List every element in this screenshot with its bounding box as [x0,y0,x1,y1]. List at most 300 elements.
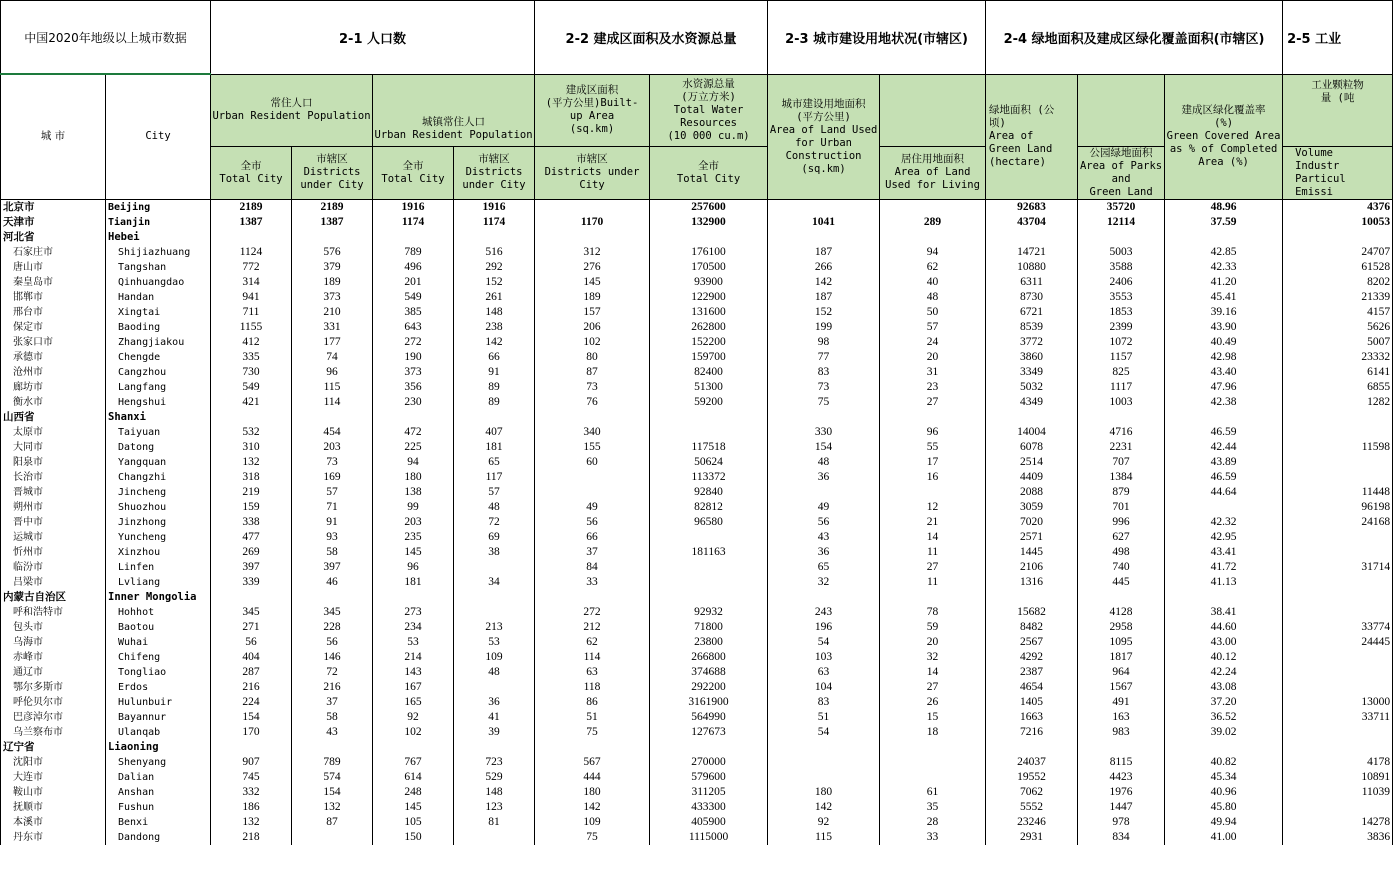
value-cell[interactable]: 155 [535,440,650,455]
city-en-cell[interactable]: Langfang [106,380,211,395]
value-cell[interactable]: 43704 [986,215,1078,230]
value-cell[interactable]: 26 [880,695,986,710]
value-cell[interactable]: 150 [373,830,454,845]
urban-total-city-header[interactable]: 全市 Total City [373,146,454,199]
city-en-cell[interactable]: Yuncheng [106,530,211,545]
value-cell[interactable]: 1041 [768,215,880,230]
value-cell[interactable]: 1157 [1078,350,1165,365]
value-cell[interactable]: 142 [535,800,650,815]
value-cell[interactable]: 96 [880,425,986,440]
value-cell[interactable]: 2189 [211,199,292,215]
value-cell[interactable] [454,740,535,755]
city-cn-cell[interactable]: 张家口市 [1,335,106,350]
value-cell[interactable]: 146 [292,650,373,665]
value-cell[interactable]: 44.60 [1165,620,1283,635]
value-cell[interactable]: 1170 [535,215,650,230]
value-cell[interactable]: 83 [768,365,880,380]
value-cell[interactable]: 40.49 [1165,335,1283,350]
value-cell[interactable] [1283,800,1393,815]
value-cell[interactable] [880,485,986,500]
value-cell[interactable] [986,590,1078,605]
value-cell[interactable]: 189 [292,275,373,290]
value-cell[interactable]: 16 [880,470,986,485]
value-cell[interactable]: 62 [880,260,986,275]
value-cell[interactable]: 23246 [986,815,1078,830]
value-cell[interactable]: 148 [454,785,535,800]
value-cell[interactable]: 89 [454,380,535,395]
value-cell[interactable]: 405900 [650,815,768,830]
city-cn-cell[interactable]: 抚顺市 [1,800,106,815]
value-cell[interactable]: 177 [292,335,373,350]
value-cell[interactable] [880,199,986,215]
city-en-cell[interactable]: Xingtai [106,305,211,320]
value-cell[interactable]: 789 [292,755,373,770]
value-cell[interactable] [1283,545,1393,560]
section-2-5-header[interactable]: 2-5 工业 [1283,1,1393,75]
value-cell[interactable]: 176100 [650,245,768,260]
value-cell[interactable]: 142 [768,275,880,290]
value-cell[interactable]: 145 [373,800,454,815]
city-cn-cell[interactable]: 阳泉市 [1,455,106,470]
value-cell[interactable]: 72 [454,515,535,530]
value-cell[interactable]: 12114 [1078,215,1165,230]
value-cell[interactable]: 262800 [650,320,768,335]
value-cell[interactable] [1283,740,1393,755]
value-cell[interactable]: 825 [1078,365,1165,380]
value-cell[interactable]: 2088 [986,485,1078,500]
value-cell[interactable]: 6855 [1283,380,1393,395]
city-cn-cell[interactable]: 丹东市 [1,830,106,845]
value-cell[interactable]: 69 [454,530,535,545]
value-cell[interactable]: 35 [880,800,986,815]
value-cell[interactable]: 549 [373,290,454,305]
value-cell[interactable]: 82400 [650,365,768,380]
value-cell[interactable]: 45.41 [1165,290,1283,305]
value-cell[interactable]: 33711 [1283,710,1393,725]
value-cell[interactable] [292,410,373,425]
value-cell[interactable]: 72 [292,665,373,680]
resident-total-city-header[interactable]: 全市 Total City [211,146,292,199]
value-cell[interactable]: 234 [373,620,454,635]
value-cell[interactable]: 1817 [1078,650,1165,665]
value-cell[interactable]: 43.90 [1165,320,1283,335]
value-cell[interactable]: 33 [880,830,986,845]
value-cell[interactable]: 879 [1078,485,1165,500]
value-cell[interactable]: 2106 [986,560,1078,575]
value-cell[interactable]: 71800 [650,620,768,635]
value-cell[interactable]: 5003 [1078,245,1165,260]
city-en-cell[interactable]: Xinzhou [106,545,211,560]
water-resources-header[interactable]: 水资源总量 (万立方米) Total Water Resources (10 000 cu.m) [650,74,768,146]
value-cell[interactable]: 187 [768,245,880,260]
city-en-cell[interactable]: Shanxi [106,410,211,425]
value-cell[interactable] [535,199,650,215]
city-en-cell[interactable]: Dandong [106,830,211,845]
value-cell[interactable]: 11448 [1283,485,1393,500]
value-cell[interactable]: 292200 [650,680,768,695]
value-cell[interactable]: 37.59 [1165,215,1283,230]
value-cell[interactable]: 789 [373,245,454,260]
value-cell[interactable]: 42.32 [1165,515,1283,530]
value-cell[interactable]: 41.20 [1165,275,1283,290]
value-cell[interactable]: 18 [880,725,986,740]
value-cell[interactable]: 57 [454,485,535,500]
value-cell[interactable]: 41.00 [1165,830,1283,845]
value-cell[interactable] [1283,680,1393,695]
value-cell[interactable]: 330 [768,425,880,440]
value-cell[interactable]: 65 [454,455,535,470]
value-cell[interactable]: 4409 [986,470,1078,485]
value-cell[interactable]: 496 [373,260,454,275]
value-cell[interactable]: 122900 [650,290,768,305]
value-cell[interactable] [880,410,986,425]
value-cell[interactable]: 92 [373,710,454,725]
value-cell[interactable] [1078,740,1165,755]
value-cell[interactable]: 117518 [650,440,768,455]
value-cell[interactable]: 3553 [1078,290,1165,305]
value-cell[interactable]: 152 [768,305,880,320]
value-cell[interactable]: 35720 [1078,199,1165,215]
value-cell[interactable]: 54 [768,725,880,740]
value-cell[interactable]: 61 [880,785,986,800]
value-cell[interactable]: 433300 [650,800,768,815]
value-cell[interactable]: 187 [768,290,880,305]
value-cell[interactable]: 190 [373,350,454,365]
value-cell[interactable] [454,830,535,845]
value-cell[interactable]: 62 [535,635,650,650]
value-cell[interactable]: 84 [535,560,650,575]
value-cell[interactable] [211,230,292,245]
value-cell[interactable]: 983 [1078,725,1165,740]
value-cell[interactable]: 8482 [986,620,1078,635]
value-cell[interactable]: 145 [373,545,454,560]
value-cell[interactable]: 170 [211,725,292,740]
city-en-cell[interactable]: Jinzhong [106,515,211,530]
value-cell[interactable] [768,199,880,215]
value-cell[interactable]: 4178 [1283,755,1393,770]
value-cell[interactable]: 73 [535,380,650,395]
value-cell[interactable]: 2514 [986,455,1078,470]
city-cn-cell[interactable]: 呼和浩特市 [1,605,106,620]
value-cell[interactable]: 701 [1078,500,1165,515]
value-cell[interactable] [1283,725,1393,740]
value-cell[interactable]: 34 [454,575,535,590]
value-cell[interactable]: 109 [454,650,535,665]
value-cell[interactable]: 2231 [1078,440,1165,455]
value-cell[interactable]: 42.85 [1165,245,1283,260]
city-cn-cell[interactable]: 晋中市 [1,515,106,530]
value-cell[interactable]: 941 [211,290,292,305]
city-cn-cell[interactable]: 衡水市 [1,395,106,410]
value-cell[interactable]: 564990 [650,710,768,725]
city-en-cell[interactable]: Jincheng [106,485,211,500]
value-cell[interactable] [650,530,768,545]
value-cell[interactable] [880,740,986,755]
value-cell[interactable] [650,590,768,605]
value-cell[interactable]: 31714 [1283,560,1393,575]
value-cell[interactable]: 131600 [650,305,768,320]
value-cell[interactable] [211,740,292,755]
city-en-cell[interactable]: Qinhuangdao [106,275,211,290]
value-cell[interactable]: 331 [292,320,373,335]
value-cell[interactable]: 257600 [650,199,768,215]
value-cell[interactable]: 261 [454,290,535,305]
value-cell[interactable]: 42.95 [1165,530,1283,545]
city-en-cell[interactable]: Beijing [106,199,211,215]
value-cell[interactable]: 216 [292,680,373,695]
value-cell[interactable]: 57 [292,485,373,500]
value-cell[interactable] [211,410,292,425]
value-cell[interactable] [768,755,880,770]
value-cell[interactable]: 24707 [1283,245,1393,260]
value-cell[interactable]: 33 [535,575,650,590]
value-cell[interactable]: 46.59 [1165,425,1283,440]
value-cell[interactable]: 180 [768,785,880,800]
value-cell[interactable]: 42.44 [1165,440,1283,455]
value-cell[interactable]: 132 [211,815,292,830]
value-cell[interactable]: 2189 [292,199,373,215]
value-cell[interactable]: 132900 [650,215,768,230]
city-en-cell[interactable]: Wuhai [106,635,211,650]
built-up-districts-header[interactable]: 市辖区 Districts under City [535,146,650,199]
value-cell[interactable]: 48.96 [1165,199,1283,215]
value-cell[interactable]: 115 [768,830,880,845]
value-cell[interactable]: 2387 [986,665,1078,680]
value-cell[interactable] [986,410,1078,425]
value-cell[interactable] [1078,230,1165,245]
value-cell[interactable]: 335 [211,350,292,365]
value-cell[interactable]: 767 [373,755,454,770]
value-cell[interactable]: 145 [535,275,650,290]
value-cell[interactable]: 730 [211,365,292,380]
value-cell[interactable] [650,230,768,245]
value-cell[interactable] [768,410,880,425]
value-cell[interactable] [1078,590,1165,605]
value-cell[interactable]: 266800 [650,650,768,665]
value-cell[interactable]: 1663 [986,710,1078,725]
value-cell[interactable]: 1445 [986,545,1078,560]
value-cell[interactable]: 14 [880,665,986,680]
value-cell[interactable]: 412 [211,335,292,350]
city-cn-cell[interactable]: 通辽市 [1,665,106,680]
value-cell[interactable]: 83 [768,695,880,710]
value-cell[interactable]: 169 [292,470,373,485]
value-cell[interactable]: 1155 [211,320,292,335]
city-en-cell[interactable]: Baoding [106,320,211,335]
value-cell[interactable]: 4716 [1078,425,1165,440]
value-cell[interactable] [1283,575,1393,590]
city-en-cell[interactable]: Shuozhou [106,500,211,515]
value-cell[interactable]: 3059 [986,500,1078,515]
value-cell[interactable]: 39.16 [1165,305,1283,320]
value-cell[interactable]: 339 [211,575,292,590]
value-cell[interactable]: 740 [1078,560,1165,575]
value-cell[interactable]: 33774 [1283,620,1393,635]
value-cell[interactable]: 91 [292,515,373,530]
city-en-cell[interactable]: Anshan [106,785,211,800]
value-cell[interactable] [1165,410,1283,425]
value-cell[interactable]: 1072 [1078,335,1165,350]
city-en-cell[interactable]: Shijiazhuang [106,245,211,260]
value-cell[interactable]: 3860 [986,350,1078,365]
value-cell[interactable]: 142 [768,800,880,815]
value-cell[interactable]: 5626 [1283,320,1393,335]
value-cell[interactable]: 92840 [650,485,768,500]
value-cell[interactable]: 978 [1078,815,1165,830]
value-cell[interactable]: 1095 [1078,635,1165,650]
value-cell[interactable]: 243 [768,605,880,620]
value-cell[interactable]: 345 [292,605,373,620]
value-cell[interactable]: 138 [373,485,454,500]
value-cell[interactable]: 14 [880,530,986,545]
value-cell[interactable]: 11 [880,575,986,590]
value-cell[interactable]: 3161900 [650,695,768,710]
value-cell[interactable]: 56 [211,635,292,650]
city-cn-cell[interactable]: 唐山市 [1,260,106,275]
value-cell[interactable]: 14721 [986,245,1078,260]
value-cell[interactable]: 421 [211,395,292,410]
value-cell[interactable]: 142 [454,335,535,350]
city-en-cell[interactable]: Datong [106,440,211,455]
value-cell[interactable]: 379 [292,260,373,275]
value-cell[interactable]: 203 [292,440,373,455]
value-cell[interactable] [454,680,535,695]
value-cell[interactable]: 3772 [986,335,1078,350]
value-cell[interactable]: 24037 [986,755,1078,770]
value-cell[interactable]: 21 [880,515,986,530]
value-cell[interactable]: 60 [535,455,650,470]
industrial-emission-header[interactable]: 工业颗粒物 量 (吨 [1283,74,1393,146]
value-cell[interactable]: 41.72 [1165,560,1283,575]
value-cell[interactable]: 314 [211,275,292,290]
value-cell[interactable]: 210 [292,305,373,320]
value-cell[interactable]: 65 [768,560,880,575]
value-cell[interactable]: 338 [211,515,292,530]
city-en-cell[interactable]: Benxi [106,815,211,830]
value-cell[interactable]: 3588 [1078,260,1165,275]
value-cell[interactable]: 4292 [986,650,1078,665]
value-cell[interactable] [880,755,986,770]
value-cell[interactable]: 20 [880,350,986,365]
value-cell[interactable]: 113372 [650,470,768,485]
city-cn-cell[interactable]: 沈阳市 [1,755,106,770]
value-cell[interactable]: 373 [292,290,373,305]
value-cell[interactable] [986,230,1078,245]
value-cell[interactable] [535,485,650,500]
value-cell[interactable]: 43 [292,725,373,740]
value-cell[interactable]: 152200 [650,335,768,350]
value-cell[interactable] [1165,740,1283,755]
value-cell[interactable] [292,740,373,755]
city-en-cell[interactable]: Tongliao [106,665,211,680]
value-cell[interactable]: 43.08 [1165,680,1283,695]
value-cell[interactable]: 41 [454,710,535,725]
value-cell[interactable]: 4349 [986,395,1078,410]
city-cn-cell[interactable]: 鞍山市 [1,785,106,800]
value-cell[interactable]: 159 [211,500,292,515]
value-cell[interactable]: 189 [535,290,650,305]
value-cell[interactable]: 11039 [1283,785,1393,800]
value-cell[interactable]: 567 [535,755,650,770]
urban-districts-header[interactable]: 市辖区 Districts under City [454,146,535,199]
value-cell[interactable] [1283,665,1393,680]
value-cell[interactable]: 8539 [986,320,1078,335]
value-cell[interactable] [535,410,650,425]
value-cell[interactable]: 454 [292,425,373,440]
value-cell[interactable]: 5552 [986,800,1078,815]
value-cell[interactable] [292,830,373,845]
value-cell[interactable]: 89 [454,395,535,410]
section-2-3-header[interactable]: 2-3 城市建设用地状况(市辖区) [768,1,986,75]
value-cell[interactable] [768,485,880,500]
value-cell[interactable]: 32 [880,650,986,665]
city-en-cell[interactable]: Baotou [106,620,211,635]
value-cell[interactable]: 132 [292,800,373,815]
value-cell[interactable] [1283,230,1393,245]
value-cell[interactable]: 99 [373,500,454,515]
value-cell[interactable]: 311205 [650,785,768,800]
value-cell[interactable]: 491 [1078,695,1165,710]
value-cell[interactable] [211,590,292,605]
value-cell[interactable]: 3349 [986,365,1078,380]
value-cell[interactable]: 28 [880,815,986,830]
value-cell[interactable]: 92932 [650,605,768,620]
value-cell[interactable]: 48 [454,665,535,680]
city-en-cell[interactable]: Linfen [106,560,211,575]
section-2-1-header[interactable]: 2-1 人口数 [211,1,535,75]
value-cell[interactable]: 86 [535,695,650,710]
city-cn-cell[interactable]: 太原市 [1,425,106,440]
value-cell[interactable]: 49.94 [1165,815,1283,830]
value-cell[interactable]: 579600 [650,770,768,785]
value-cell[interactable]: 23800 [650,635,768,650]
value-cell[interactable]: 1117 [1078,380,1165,395]
value-cell[interactable]: 94 [880,245,986,260]
value-cell[interactable]: 834 [1078,830,1165,845]
value-cell[interactable]: 235 [373,530,454,545]
value-cell[interactable]: 43.41 [1165,545,1283,560]
parks-green-land-header[interactable]: 公园绿地面积 Area of Parks and Green Land [1078,146,1165,199]
value-cell[interactable]: 273 [373,605,454,620]
city-cn-cell[interactable]: 朔州市 [1,500,106,515]
value-cell[interactable] [1283,470,1393,485]
city-en-cell[interactable]: Hebei [106,230,211,245]
value-cell[interactable]: 2931 [986,830,1078,845]
city-cn-cell[interactable]: 包头市 [1,620,106,635]
city-cn-cell[interactable]: 北京市 [1,199,106,215]
value-cell[interactable]: 181 [373,575,454,590]
value-cell[interactable]: 230 [373,395,454,410]
value-cell[interactable]: 93 [292,530,373,545]
value-cell[interactable]: 57 [880,320,986,335]
value-cell[interactable]: 477 [211,530,292,545]
value-cell[interactable]: 115 [292,380,373,395]
city-en-cell[interactable]: Hulunbuir [106,695,211,710]
value-cell[interactable]: 4654 [986,680,1078,695]
value-cell[interactable]: 397 [292,560,373,575]
value-cell[interactable]: 312 [535,245,650,260]
value-cell[interactable]: 123 [454,800,535,815]
value-cell[interactable]: 186 [211,800,292,815]
value-cell[interactable]: 45.80 [1165,800,1283,815]
value-cell[interactable]: 7020 [986,515,1078,530]
value-cell[interactable]: 20 [880,635,986,650]
city-cn-cell[interactable]: 赤峰市 [1,650,106,665]
value-cell[interactable]: 103 [768,650,880,665]
city-en-cell[interactable]: Changzhi [106,470,211,485]
value-cell[interactable]: 498 [1078,545,1165,560]
value-cell[interactable] [292,590,373,605]
